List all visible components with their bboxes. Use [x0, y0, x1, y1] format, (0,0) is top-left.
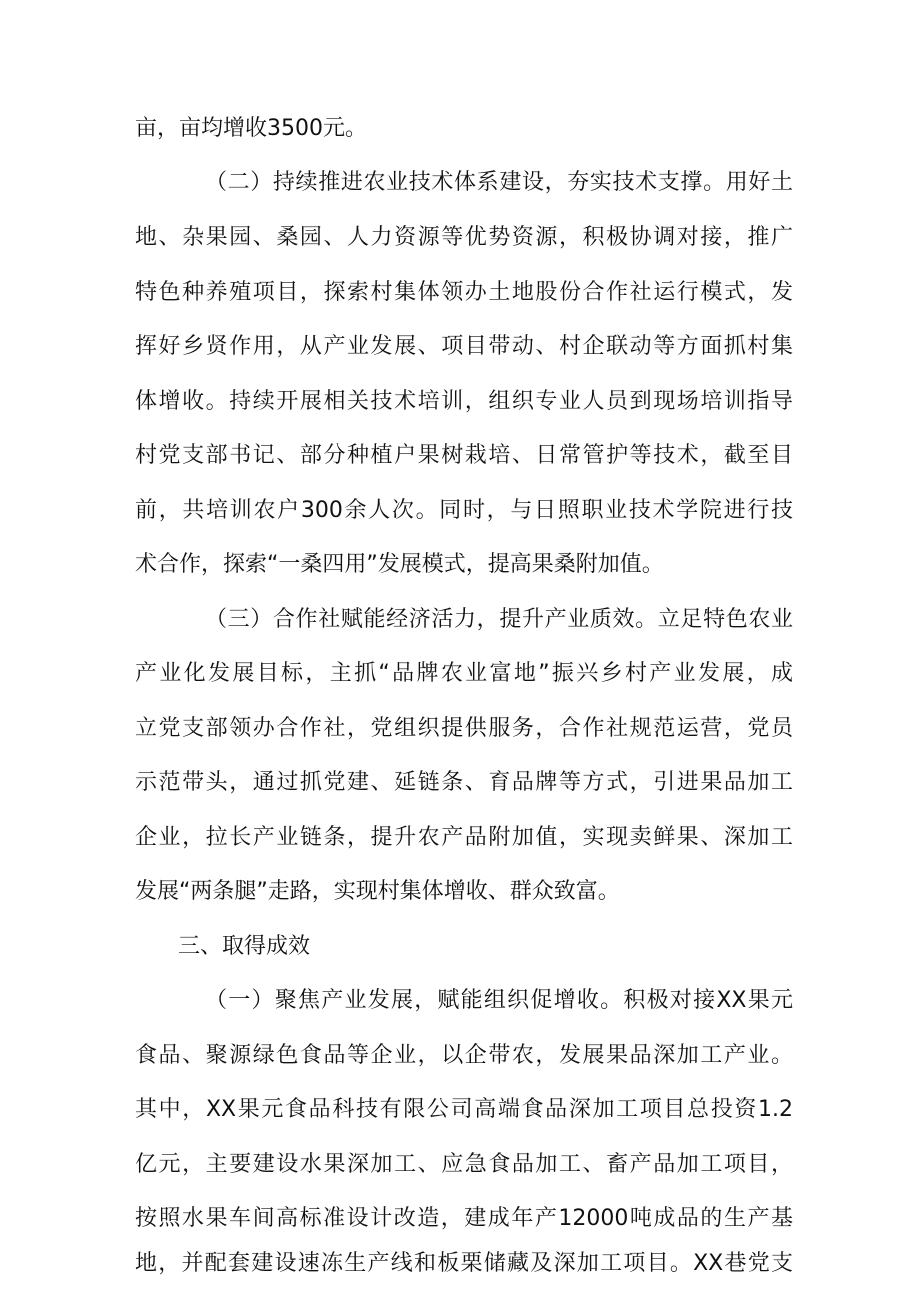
paragraph-line: 食品、聚源绿色食品等企业，以企带农，发展果品深加工产业。: [135, 1043, 793, 1068]
paragraph-line: 挥好乡贤作用，从产业发展、项目带动、村企联动等方面抓村集: [135, 334, 793, 359]
paragraph-line: 产业化发展目标，主抓“品牌农业富地”振兴乡村产业发展，成: [135, 661, 793, 686]
paragraph-line: 术合作，探索“一桑四用”发展模式，提高果桑附加值。: [135, 552, 664, 577]
paragraph-line: 按照水果车间高标准设计改造，建成年产12000吨成品的生产基: [135, 1206, 793, 1231]
paragraph-line: 立党支部领办合作社，党组织提供服务，合作社规范运营，党员: [135, 716, 793, 741]
paragraph-line: （一）聚焦产业发展，赋能组织促增收。积极对接XX果元: [205, 988, 793, 1013]
paragraph-line: 前，共培训农户300余人次。同时，与日照职业技术学院进行技: [135, 498, 793, 523]
paragraph-line: 体增收。持续开展相关技术培训，组织专业人员到现场培训指导: [135, 389, 793, 414]
paragraph-line: 地、杂果园、桑园、人力资源等优势资源，积极协调对接，推广: [135, 225, 793, 250]
paragraph-line: 其中，XX果元食品科技有限公司高端食品深加工项目总投资1.2: [135, 1097, 793, 1122]
paragraph-line: 示范带头，通过抓党建、延链条、育品牌等方式，引进果品加工: [135, 770, 793, 795]
paragraph-line: （二）持续推进农业技术体系建设，夯实技术支撑。用好土: [205, 170, 793, 195]
paragraph-line: 亿元，主要建设水果深加工、应急食品加工、畜产品加工项目，: [135, 1152, 793, 1177]
paragraph-line: （三）合作社赋能经济活力，提升产业质效。立足特色农业: [205, 607, 793, 632]
paragraph-line: 企业，拉长产业链条，提升农产品附加值，实现卖鲜果、深加工: [135, 825, 793, 850]
paragraph-line: 亩，亩均增收3500元。: [135, 116, 367, 141]
section-heading: 三、取得成效: [178, 934, 311, 959]
paragraph-line: 发展“两条腿”走路，实现村集体增收、群众致富。: [135, 879, 620, 904]
paragraph-line: 地，并配套建设速冻生产线和板栗储藏及深加工项目。XX巷党支: [135, 1251, 793, 1276]
paragraph-line: 特色种养殖项目，探索村集体领办土地股份合作社运行模式，发: [135, 280, 793, 305]
paragraph-line: 村党支部书记、部分种植户果树栽培、日常管护等技术，截至目: [135, 443, 793, 468]
